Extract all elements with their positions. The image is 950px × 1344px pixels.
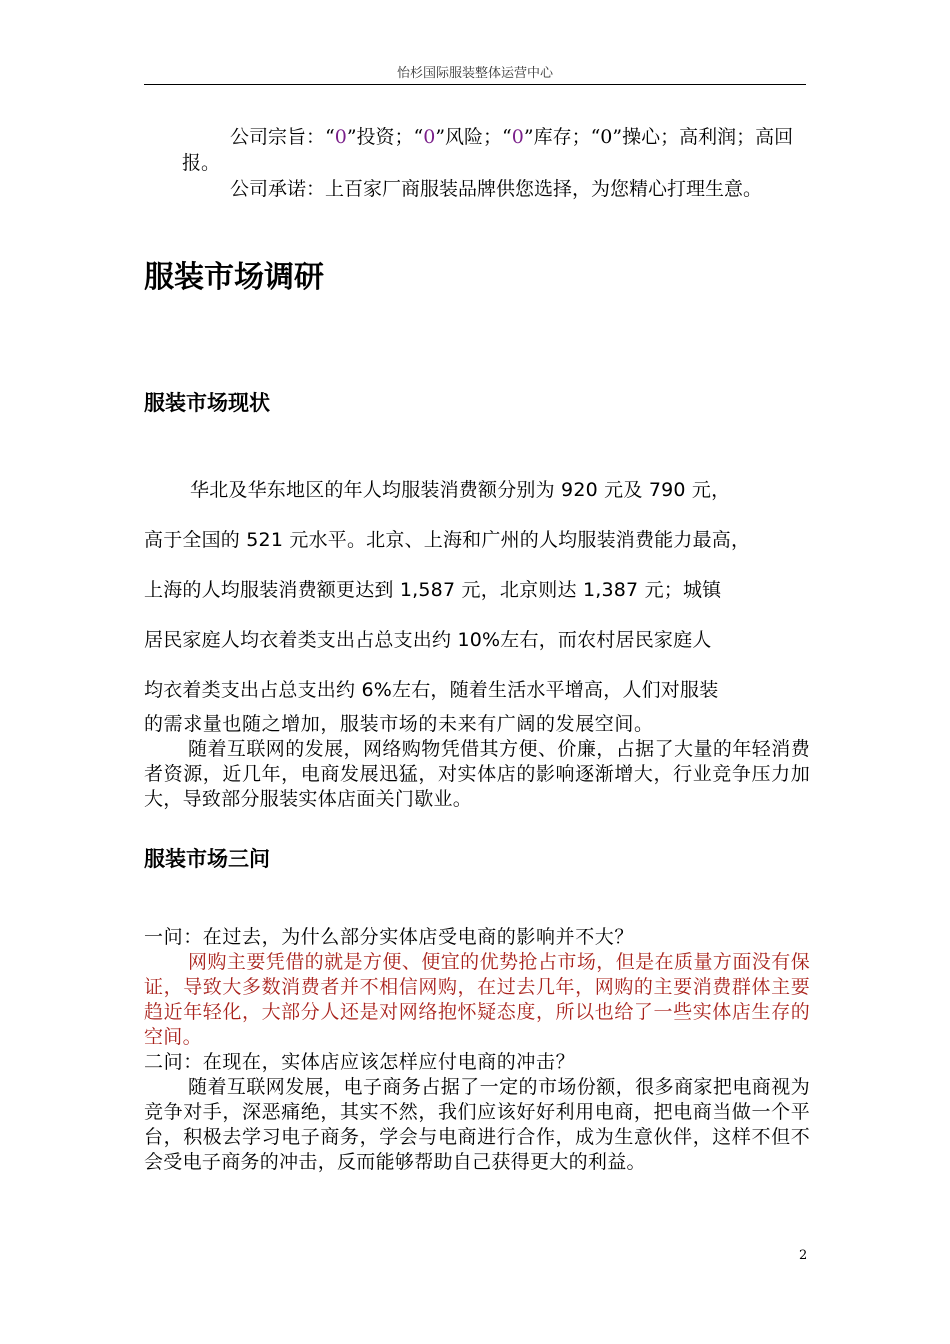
line-text: 均衣着类支出占总支出约 [144,679,362,701]
company-purpose [182,124,808,176]
purpose-text: ”库存；“0”操心；高利润；高回报。 [182,126,794,174]
purpose-text: 公司宗旨：“ [230,126,335,148]
questions-block [144,925,810,1175]
status-paragraph-end: 的需求量也随之增加，服装市场的未来有广阔的发展空间。 [144,713,654,735]
zero-highlight: 0 [511,126,524,148]
status-paragraph [144,470,808,720]
line-text: 高于全国的 [144,529,247,551]
purpose-text: ”投资；“ [346,126,424,148]
status-paragraph-continued [144,712,810,812]
line-number: 790 [648,479,686,501]
line-number: 6% [361,679,392,701]
line-text: 元，北京则达 [455,579,583,601]
section-heading-status: 服装市场现状 [144,391,270,415]
line-text: 上海的人均服装消费额更达到 [144,579,400,601]
company-promise: 公司承诺：上百家厂商服装品牌供您选择，为您精心打理生意。 [230,178,763,200]
page-number: 2 [799,1248,808,1263]
line-text: 元；城镇 [638,579,722,601]
line-text: 左右，随着生活水平增高，人们对服装 [392,679,719,701]
status-line [144,520,808,570]
zero-highlight: 0 [423,126,436,148]
line-text: 元， [685,479,731,501]
line-number: 1,587 [399,579,456,601]
page-title: 服装市场调研 [144,260,324,295]
purpose-text: ”风险；“ [435,126,512,148]
line-text: 华北及华东地区的年人均服装消费额分别为 [190,479,562,501]
company-intro [182,124,808,202]
answer-2: 随着互联网发展，电子商务占据了一定的市场份额，很多商家把电商视为竞争对手，深恶痛绝，其实不然，我们应该好好利用电商，把电商当做一个平台，积极去学习电子商务，学会与电商进行合作，成为生意伙伴，这样不但不会受电子商务的冲击，反而能够帮助自己获得更大的利益。 [144,1076,810,1173]
internet-paragraph: 随着互联网的发展，网络购物凭借其方便、价廉，占据了大量的年轻消费者资源，近几年，电商发展迅猛，对实体店的影响逐渐增大，行业竞争压力加大，导致部分服装实体店面关门歇业。 [144,738,810,810]
section-heading-questions: 服装市场三问 [144,847,270,871]
line-number: 521 [246,529,284,551]
line-number: 1,387 [582,579,639,601]
question-1: 一问：在过去，为什么部分实体店受电商的影响并不大？ [144,926,635,948]
line-text: 左右，而农村居民家庭人 [500,629,712,651]
line-text: 元水平。北京、上海和广州的人均服装消费能力最高， [283,529,751,551]
line-text: 居民家庭人均衣着类支出占总支出约 [144,629,458,651]
line-text: 元及 [597,479,649,501]
line-number: 920 [561,479,598,501]
header-divider [144,84,806,85]
status-line [144,620,808,670]
status-line [144,470,808,520]
answer-1: 网购主要凭借的就是方便、便宜的优势抢占市场，但是在质量方面没有保证，导致大多数消费者并不相信网购，在过去几年，网购的主要消费群体主要趋近年轻化，大部分人还是对网络抱怀疑态度，所以也给了一些实体店生存的空间。 [144,951,810,1048]
page-header: 怡杉国际服装整体运营中心 [396,66,553,81]
question-2: 二问：在现在，实体店应该怎样应付电商的冲击？ [144,1051,576,1073]
line-number: 10% [457,629,501,651]
zero-highlight: 0 [334,126,347,148]
status-line [144,570,808,620]
